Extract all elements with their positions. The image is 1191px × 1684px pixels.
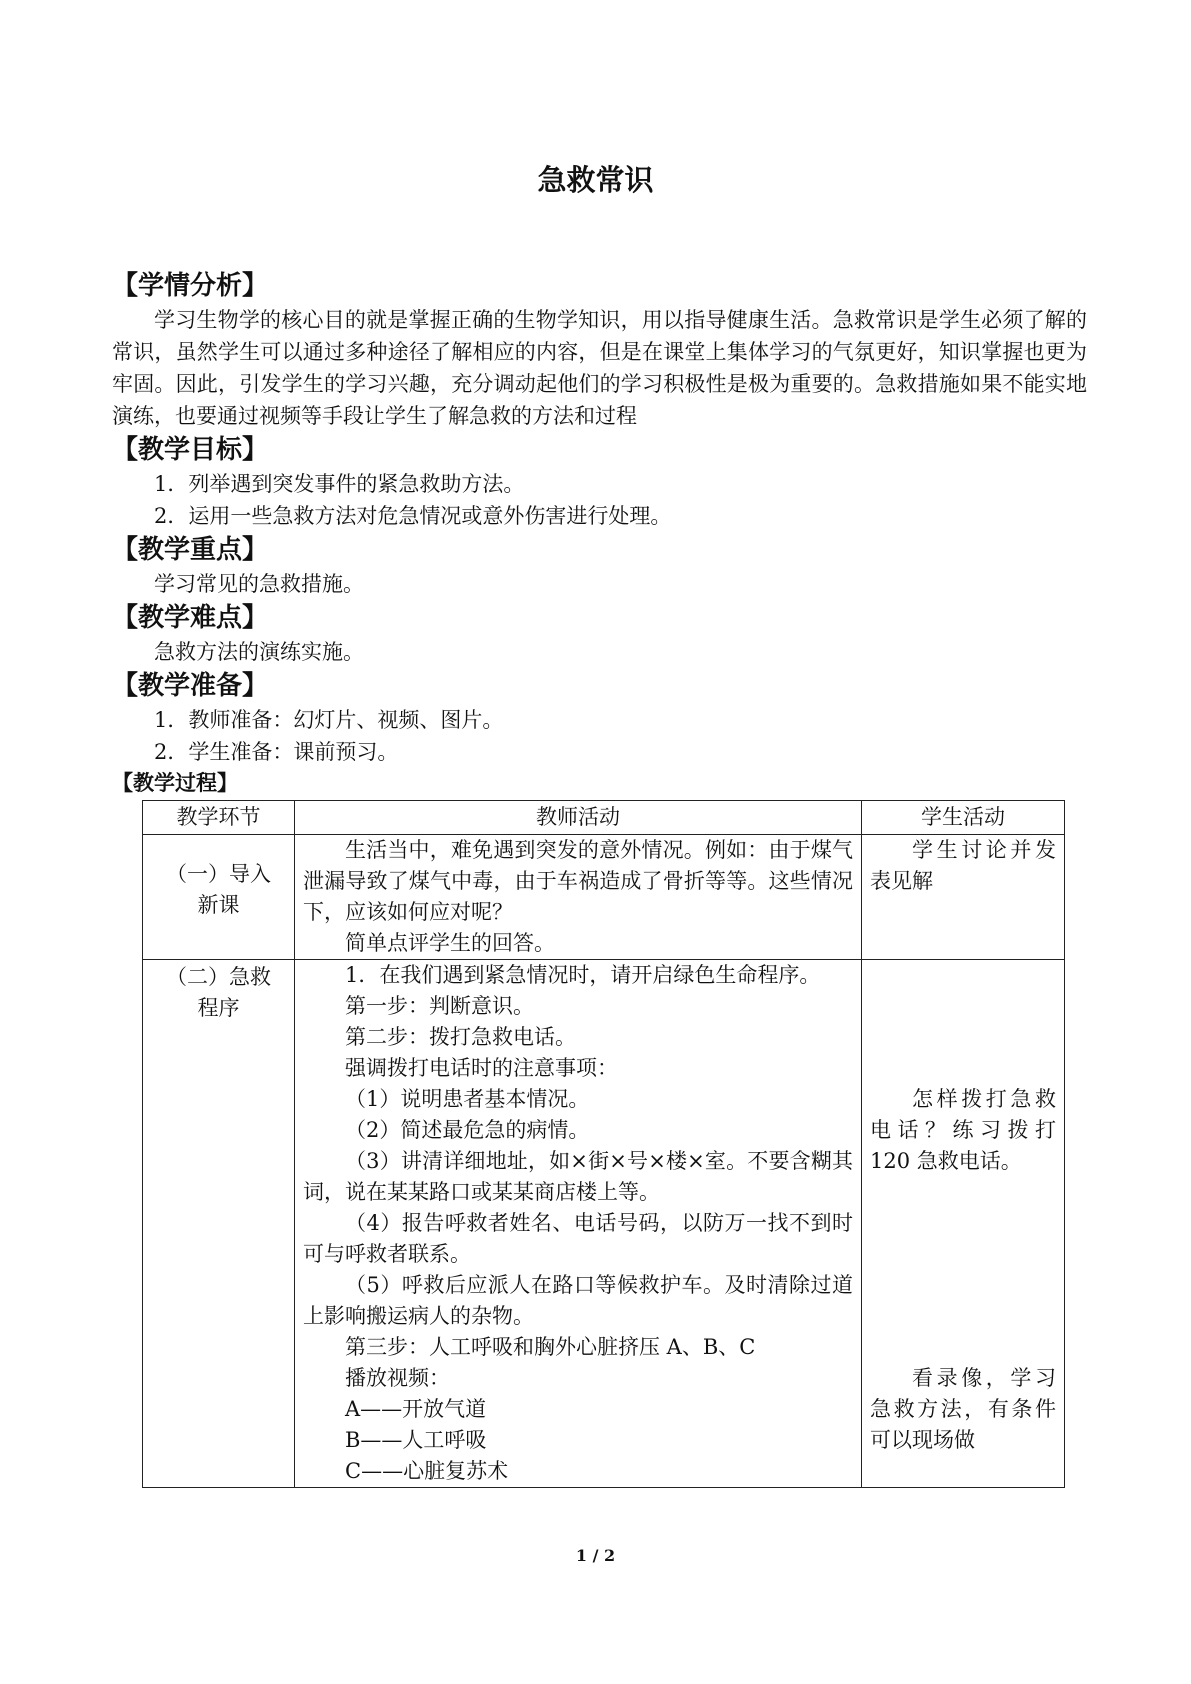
teacher-paragraph: C——心脏复苏术: [345, 1459, 509, 1483]
section-heading-prep: 【教学准备】: [112, 671, 269, 701]
header-stage: 教学环节: [143, 801, 295, 835]
teacher-paragraph: 1．在我们遇到紧急情况时，请开启绿色生命程序。: [345, 963, 821, 987]
teacher-cell: [295, 960, 862, 1488]
prep-item: 2．学生准备：课前预习。: [154, 740, 399, 764]
stage-label: 新课: [197, 893, 240, 917]
teacher-paragraph: 第一步：判断意识。: [345, 994, 534, 1018]
teacher-paragraph: 生活当中，难免遇到突发的意外情况。例如：由于煤气泄漏导致了煤气中毒，由于车祸造成了骨折等等。这些情况下，应该如何应对呢？: [303, 838, 853, 924]
page-number: 1 / 2: [575, 1546, 616, 1565]
section-heading-difficulty: 【教学难点】: [112, 603, 269, 633]
section-heading-analysis: 【学情分析】: [112, 271, 269, 301]
process-table: [142, 800, 1065, 1488]
student-cell: [862, 835, 1065, 960]
section-heading-key: 【教学重点】: [112, 535, 269, 565]
teacher-cell: [295, 835, 862, 960]
prep-item: 1．教师准备：幻灯片、视频、图片。: [154, 708, 504, 732]
goal-item: 2．运用一些急救方法对危急情况或意外伤害进行处理。: [154, 504, 672, 528]
stage-label: （二）急救: [166, 965, 271, 989]
analysis-paragraph: 学习生物学的核心目的就是掌握正确的生物学知识，用以指导健康生活。急救常识是学生必须了解的常识，虽然学生可以通过多种途径了解相应的内容，但是在课堂上集体学习的气氛更好，知识掌握也更为牢固。因此，引发学生的学习兴趣，充分调动起他们的学习积极性是极为重要的。急救措施如果不能实地演练，也要通过视频等手段让学生了解急救的方法和过程: [112, 308, 1087, 428]
student-paragraph: 怎样拨打急救电话？练习拨打 120 急救电话。: [870, 1087, 1056, 1173]
document-body: [112, 268, 1087, 1488]
teacher-paragraph: 简单点评学生的回答。: [345, 931, 555, 955]
table-header-row: [143, 801, 1065, 835]
difficulty-text: 急救方法的演练实施。: [154, 640, 364, 664]
stage-cell: [143, 960, 295, 1488]
table-row: [143, 835, 1065, 960]
stage-label: （一）导入: [166, 862, 271, 886]
teacher-paragraph: （1）说明患者基本情况。: [345, 1087, 590, 1111]
section-heading-process: 【教学过程】: [112, 771, 238, 795]
teacher-paragraph: 强调拨打电话时的注意事项：: [345, 1056, 618, 1080]
teacher-paragraph: （2）简述最危急的病情。: [345, 1118, 590, 1142]
teacher-paragraph: 第三步：人工呼吸和胸外心脏挤压 A、B、C: [345, 1335, 756, 1359]
student-paragraph: 看录像，学习急救方法，有条件可以现场做: [870, 1366, 1056, 1452]
teacher-paragraph: （4）报告呼救者姓名、电话号码，以防万一找不到时可与呼救者联系。: [303, 1211, 853, 1266]
teacher-paragraph: B——人工呼吸: [345, 1428, 487, 1452]
header-teacher: 教师活动: [295, 801, 862, 835]
section-heading-goals: 【教学目标】: [112, 435, 269, 465]
stage-cell: [143, 835, 295, 960]
teacher-paragraph: 播放视频：: [345, 1366, 450, 1390]
teacher-paragraph: （3）讲清详细地址，如×街×号×楼×室。不要含糊其词，说在某某路口或某某商店楼上等。: [303, 1149, 853, 1204]
page-title: 急救常识: [537, 163, 654, 197]
header-student: 学生活动: [862, 801, 1065, 835]
key-point-text: 学习常见的急救措施。: [154, 572, 364, 596]
goal-item: 1．列举遇到突发事件的紧急救助方法。: [154, 472, 525, 496]
student-paragraph: 学生讨论并发表见解: [870, 838, 1056, 893]
teacher-paragraph: （5）呼救后应派人在路口等候救护车。及时清除过道上影响搬运病人的杂物。: [303, 1273, 853, 1328]
table-row: [143, 960, 1065, 1488]
student-cell: [862, 960, 1065, 1488]
teacher-paragraph: A——开放气道: [345, 1397, 487, 1421]
stage-label: 程序: [197, 996, 240, 1020]
teacher-paragraph: 第二步：拨打急救电话。: [345, 1025, 576, 1049]
